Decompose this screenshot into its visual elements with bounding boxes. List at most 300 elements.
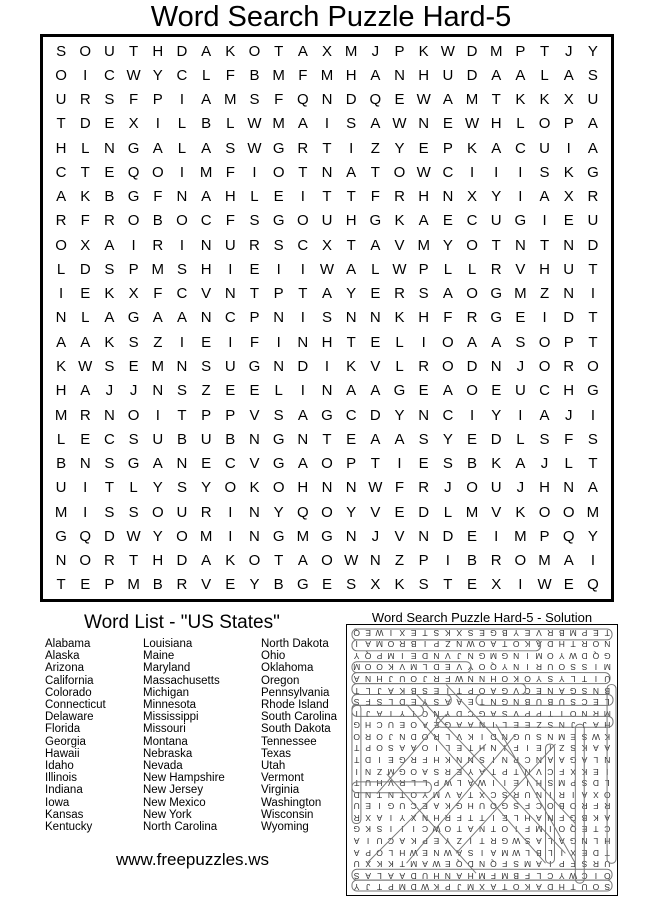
- grid-letter[interactable]: G: [55, 527, 67, 545]
- grid-letter[interactable]: E: [346, 430, 357, 448]
- grid-letter[interactable]: G: [587, 382, 599, 400]
- grid-letter[interactable]: P: [539, 527, 550, 545]
- grid-letter[interactable]: L: [56, 430, 66, 448]
- grid-letter[interactable]: O: [55, 66, 67, 84]
- grid-letter[interactable]: G: [514, 212, 527, 230]
- grid-letter[interactable]: W: [392, 115, 407, 133]
- grid-letter[interactable]: P: [225, 406, 236, 424]
- grid-letter[interactable]: J: [105, 382, 114, 400]
- grid-letter[interactable]: E: [467, 527, 478, 545]
- grid-letter[interactable]: O: [538, 115, 551, 133]
- grid-letter[interactable]: W: [344, 552, 359, 570]
- grid-letter[interactable]: D: [176, 552, 188, 570]
- grid-letter[interactable]: Y: [491, 188, 502, 206]
- grid-letter[interactable]: G: [272, 139, 285, 157]
- grid-letter[interactable]: A: [515, 66, 526, 84]
- grid-letter[interactable]: I: [155, 115, 160, 133]
- grid-letter[interactable]: O: [442, 333, 454, 351]
- grid-letter[interactable]: W: [126, 527, 141, 545]
- grid-letter[interactable]: A: [442, 382, 453, 400]
- grid-letter[interactable]: V: [394, 527, 405, 545]
- grid-letter[interactable]: F: [443, 309, 453, 327]
- grid-letter[interactable]: O: [587, 358, 599, 376]
- grid-letter[interactable]: U: [152, 430, 164, 448]
- grid-letter[interactable]: G: [127, 455, 140, 473]
- grid-letter[interactable]: N: [273, 358, 285, 376]
- grid-letter[interactable]: V: [491, 503, 502, 521]
- grid-letter[interactable]: L: [516, 115, 525, 133]
- grid-letter[interactable]: K: [467, 139, 478, 157]
- grid-letter[interactable]: Q: [296, 91, 309, 109]
- grid-letter[interactable]: U: [55, 479, 67, 497]
- grid-letter[interactable]: M: [224, 91, 237, 109]
- grid-letter[interactable]: M: [538, 552, 551, 570]
- grid-letter[interactable]: X: [563, 188, 574, 206]
- grid-letter[interactable]: A: [201, 91, 212, 109]
- grid-letter[interactable]: T: [104, 479, 115, 497]
- grid-letter[interactable]: N: [563, 236, 575, 254]
- grid-letter[interactable]: Y: [346, 285, 357, 303]
- grid-letter[interactable]: N: [345, 309, 357, 327]
- grid-letter[interactable]: I: [155, 406, 160, 424]
- grid-letter[interactable]: R: [418, 479, 430, 497]
- grid-letter[interactable]: A: [563, 66, 574, 84]
- grid-letter[interactable]: O: [272, 479, 285, 497]
- grid-letter[interactable]: E: [225, 382, 236, 400]
- grid-letter[interactable]: S: [176, 382, 187, 400]
- grid-letter[interactable]: M: [586, 503, 600, 521]
- grid-letter[interactable]: E: [104, 163, 115, 181]
- grid-letter[interactable]: S: [539, 430, 550, 448]
- grid-letter[interactable]: K: [418, 42, 429, 60]
- grid-letter[interactable]: D: [176, 42, 188, 60]
- grid-letter[interactable]: R: [490, 260, 502, 278]
- grid-letter[interactable]: C: [104, 430, 115, 448]
- grid-letter[interactable]: O: [466, 285, 478, 303]
- grid-letter[interactable]: P: [563, 333, 574, 351]
- grid-letter[interactable]: K: [394, 576, 405, 594]
- grid-letter[interactable]: M: [151, 358, 165, 376]
- grid-letter[interactable]: E: [225, 576, 236, 594]
- grid-letter[interactable]: N: [249, 527, 260, 545]
- grid-letter[interactable]: H: [563, 382, 575, 400]
- grid-letter[interactable]: S: [273, 406, 284, 424]
- grid-letter[interactable]: F: [274, 91, 284, 109]
- grid-letter[interactable]: I: [494, 163, 499, 181]
- grid-letter[interactable]: N: [369, 309, 381, 327]
- grid-letter[interactable]: E: [515, 309, 526, 327]
- grid-letter[interactable]: O: [248, 42, 261, 60]
- grid-letter[interactable]: M: [127, 576, 140, 594]
- grid-letter[interactable]: I: [542, 212, 547, 230]
- grid-letter[interactable]: T: [588, 455, 598, 473]
- grid-letter[interactable]: T: [588, 309, 598, 327]
- grid-letter[interactable]: H: [152, 42, 164, 60]
- grid-letter[interactable]: N: [104, 139, 115, 157]
- grid-letter[interactable]: Z: [201, 382, 211, 400]
- grid-letter[interactable]: E: [370, 285, 381, 303]
- grid-letter[interactable]: V: [515, 260, 526, 278]
- grid-letter[interactable]: X: [80, 236, 91, 254]
- grid-letter[interactable]: O: [151, 163, 164, 181]
- grid-letter[interactable]: F: [564, 430, 574, 448]
- grid-letter[interactable]: S: [587, 66, 598, 84]
- grid-letter[interactable]: L: [226, 115, 235, 133]
- grid-letter[interactable]: A: [201, 42, 212, 60]
- solution-thumbnail[interactable]: [346, 624, 618, 896]
- grid-letter[interactable]: H: [321, 333, 333, 351]
- grid-letter[interactable]: R: [394, 285, 405, 303]
- grid-letter[interactable]: Z: [153, 333, 163, 351]
- grid-letter[interactable]: P: [201, 406, 212, 424]
- grid-letter[interactable]: C: [200, 212, 212, 230]
- grid-letter[interactable]: Y: [587, 527, 598, 545]
- grid-letter[interactable]: I: [131, 236, 136, 254]
- grid-letter[interactable]: S: [104, 260, 115, 278]
- grid-letter[interactable]: S: [104, 358, 115, 376]
- grid-letter[interactable]: O: [538, 358, 551, 376]
- grid-letter[interactable]: S: [128, 333, 139, 351]
- grid-letter[interactable]: K: [56, 358, 67, 376]
- grid-letter[interactable]: A: [152, 455, 163, 473]
- grid-letter[interactable]: U: [563, 260, 575, 278]
- grid-letter[interactable]: Q: [79, 527, 92, 545]
- grid-letter[interactable]: I: [83, 66, 88, 84]
- grid-letter[interactable]: E: [370, 333, 381, 351]
- grid-letter[interactable]: I: [228, 503, 233, 521]
- grid-letter[interactable]: H: [55, 382, 67, 400]
- grid-letter[interactable]: V: [201, 285, 212, 303]
- grid-letter[interactable]: C: [224, 309, 236, 327]
- grid-letter[interactable]: T: [491, 236, 501, 254]
- grid-letter[interactable]: P: [128, 260, 139, 278]
- grid-letter[interactable]: T: [443, 576, 453, 594]
- grid-letter[interactable]: G: [127, 309, 140, 327]
- grid-letter[interactable]: H: [539, 260, 550, 278]
- grid-letter[interactable]: O: [224, 479, 237, 497]
- grid-letter[interactable]: L: [395, 358, 404, 376]
- grid-letter[interactable]: J: [371, 527, 380, 545]
- grid-letter[interactable]: I: [228, 527, 233, 545]
- grid-letter[interactable]: E: [418, 382, 429, 400]
- grid-letter[interactable]: A: [370, 115, 381, 133]
- grid-letter[interactable]: S: [442, 455, 453, 473]
- grid-letter[interactable]: C: [345, 406, 357, 424]
- grid-letter[interactable]: H: [490, 115, 502, 133]
- grid-letter[interactable]: K: [80, 188, 91, 206]
- grid-letter[interactable]: G: [248, 358, 261, 376]
- grid-letter[interactable]: R: [176, 576, 188, 594]
- grid-letter[interactable]: Y: [394, 139, 405, 157]
- grid-letter[interactable]: O: [248, 552, 261, 570]
- grid-letter[interactable]: T: [588, 260, 598, 278]
- grid-letter[interactable]: I: [518, 406, 523, 424]
- grid-letter[interactable]: L: [443, 260, 453, 278]
- grid-letter[interactable]: V: [201, 576, 212, 594]
- grid-letter[interactable]: A: [491, 333, 502, 351]
- grid-letter[interactable]: A: [297, 455, 308, 473]
- grid-letter[interactable]: P: [418, 552, 429, 570]
- grid-letter[interactable]: A: [152, 309, 163, 327]
- grid-letter[interactable]: M: [514, 285, 527, 303]
- grid-letter[interactable]: P: [515, 42, 526, 60]
- grid-letter[interactable]: N: [55, 552, 67, 570]
- grid-letter[interactable]: B: [467, 552, 478, 570]
- grid-letter[interactable]: A: [442, 285, 453, 303]
- grid-letter[interactable]: M: [489, 42, 503, 60]
- grid-letter[interactable]: N: [563, 479, 575, 497]
- grid-letter[interactable]: F: [80, 212, 90, 230]
- grid-letter[interactable]: T: [298, 285, 308, 303]
- grid-letter[interactable]: K: [249, 479, 260, 497]
- grid-letter[interactable]: Y: [346, 503, 357, 521]
- grid-letter[interactable]: D: [563, 309, 575, 327]
- grid-letter[interactable]: U: [321, 212, 333, 230]
- grid-letter[interactable]: H: [224, 188, 236, 206]
- grid-letter[interactable]: E: [128, 358, 139, 376]
- grid-letter[interactable]: A: [297, 115, 308, 133]
- grid-letter[interactable]: O: [79, 552, 92, 570]
- grid-letter[interactable]: R: [55, 212, 67, 230]
- grid-letter[interactable]: I: [518, 188, 523, 206]
- grid-letter[interactable]: E: [467, 430, 478, 448]
- grid-letter[interactable]: S: [104, 503, 115, 521]
- grid-letter[interactable]: P: [442, 139, 453, 157]
- grid-letter[interactable]: N: [273, 309, 285, 327]
- grid-letter[interactable]: L: [129, 479, 138, 497]
- grid-letter[interactable]: R: [152, 236, 164, 254]
- grid-letter[interactable]: X: [467, 188, 478, 206]
- grid-letter[interactable]: D: [297, 358, 309, 376]
- grid-letter[interactable]: J: [129, 382, 138, 400]
- grid-letter[interactable]: X: [491, 576, 502, 594]
- grid-letter[interactable]: N: [514, 236, 526, 254]
- grid-letter[interactable]: U: [539, 139, 550, 157]
- grid-letter[interactable]: L: [395, 333, 404, 351]
- grid-letter[interactable]: N: [321, 163, 333, 181]
- grid-letter[interactable]: A: [201, 139, 212, 157]
- grid-letter[interactable]: A: [346, 163, 357, 181]
- grid-letter[interactable]: N: [55, 309, 67, 327]
- grid-letter[interactable]: A: [491, 66, 502, 84]
- grid-letter[interactable]: T: [80, 163, 90, 181]
- grid-letter[interactable]: P: [346, 455, 357, 473]
- grid-letter[interactable]: I: [397, 455, 402, 473]
- grid-letter[interactable]: Y: [152, 66, 163, 84]
- grid-letter[interactable]: A: [539, 406, 550, 424]
- grid-letter[interactable]: A: [515, 455, 526, 473]
- grid-letter[interactable]: F: [153, 285, 163, 303]
- grid-letter[interactable]: L: [177, 115, 187, 133]
- grid-letter[interactable]: Q: [296, 503, 309, 521]
- grid-letter[interactable]: R: [418, 358, 430, 376]
- grid-letter[interactable]: M: [54, 406, 68, 424]
- grid-letter[interactable]: Z: [394, 552, 405, 570]
- grid-letter[interactable]: I: [179, 91, 185, 109]
- grid-letter[interactable]: E: [321, 576, 332, 594]
- grid-letter[interactable]: O: [55, 236, 67, 254]
- grid-letter[interactable]: M: [151, 260, 165, 278]
- grid-letter[interactable]: G: [272, 455, 285, 473]
- grid-letter[interactable]: P: [152, 91, 163, 109]
- grid-letter[interactable]: S: [418, 285, 429, 303]
- grid-letter[interactable]: U: [514, 382, 526, 400]
- grid-letter[interactable]: F: [249, 333, 260, 351]
- grid-letter[interactable]: N: [249, 430, 260, 448]
- grid-letter[interactable]: I: [276, 260, 281, 278]
- grid-letter[interactable]: M: [465, 503, 479, 521]
- grid-letter[interactable]: T: [370, 163, 380, 181]
- grid-letter[interactable]: L: [564, 455, 573, 473]
- grid-letter[interactable]: E: [442, 212, 453, 230]
- grid-letter[interactable]: U: [442, 66, 454, 84]
- grid-letter[interactable]: U: [224, 236, 236, 254]
- grid-letter[interactable]: L: [371, 260, 380, 278]
- grid-letter[interactable]: S: [225, 139, 236, 157]
- grid-letter[interactable]: L: [201, 66, 211, 84]
- grid-letter[interactable]: V: [370, 503, 381, 521]
- grid-letter[interactable]: A: [587, 479, 598, 497]
- grid-letter[interactable]: I: [179, 163, 185, 181]
- grid-letter[interactable]: U: [104, 42, 115, 60]
- grid-letter[interactable]: T: [298, 163, 308, 181]
- grid-letter[interactable]: K: [515, 503, 526, 521]
- grid-letter[interactable]: E: [104, 115, 115, 133]
- grid-letter[interactable]: O: [562, 503, 575, 521]
- grid-letter[interactable]: X: [321, 42, 332, 60]
- grid-letter[interactable]: T: [370, 455, 380, 473]
- grid-letter[interactable]: A: [201, 552, 212, 570]
- grid-letter[interactable]: B: [56, 455, 67, 473]
- grid-letter[interactable]: G: [490, 309, 503, 327]
- grid-letter[interactable]: D: [466, 42, 478, 60]
- grid-letter[interactable]: D: [79, 115, 91, 133]
- grid-letter[interactable]: W: [247, 139, 262, 157]
- grid-letter[interactable]: C: [176, 285, 188, 303]
- grid-letter[interactable]: K: [104, 285, 115, 303]
- grid-letter[interactable]: A: [56, 333, 67, 351]
- grid-letter[interactable]: Z: [370, 139, 380, 157]
- grid-letter[interactable]: I: [421, 333, 426, 351]
- grid-letter[interactable]: S: [176, 479, 187, 497]
- grid-letter[interactable]: J: [564, 406, 573, 424]
- grid-letter[interactable]: S: [249, 91, 260, 109]
- grid-letter[interactable]: H: [418, 309, 430, 327]
- grid-letter[interactable]: W: [416, 91, 431, 109]
- grid-letter[interactable]: T: [322, 139, 332, 157]
- grid-letter[interactable]: W: [392, 260, 407, 278]
- grid-letter[interactable]: L: [516, 430, 525, 448]
- grid-letter[interactable]: D: [442, 527, 454, 545]
- grid-letter[interactable]: O: [466, 236, 478, 254]
- grid-letter[interactable]: N: [297, 333, 309, 351]
- grid-letter[interactable]: A: [104, 309, 115, 327]
- grid-letter[interactable]: C: [55, 163, 67, 181]
- grid-letter[interactable]: C: [514, 139, 526, 157]
- grid-letter[interactable]: P: [104, 576, 115, 594]
- grid-letter[interactable]: K: [539, 91, 550, 109]
- grid-letter[interactable]: I: [518, 576, 523, 594]
- grid-letter[interactable]: E: [442, 115, 453, 133]
- grid-letter[interactable]: N: [176, 358, 188, 376]
- grid-letter[interactable]: D: [466, 358, 478, 376]
- grid-letter[interactable]: N: [224, 285, 236, 303]
- grid-letter[interactable]: E: [563, 212, 574, 230]
- grid-letter[interactable]: Y: [152, 527, 163, 545]
- grid-letter[interactable]: X: [128, 285, 139, 303]
- grid-letter[interactable]: A: [394, 430, 405, 448]
- grid-letter[interactable]: K: [346, 358, 357, 376]
- grid-letter[interactable]: S: [321, 309, 332, 327]
- grid-letter[interactable]: H: [345, 66, 357, 84]
- grid-letter[interactable]: E: [201, 333, 212, 351]
- grid-letter[interactable]: A: [176, 309, 187, 327]
- grid-letter[interactable]: J: [540, 455, 549, 473]
- grid-letter[interactable]: I: [445, 552, 450, 570]
- grid-letter[interactable]: U: [490, 479, 502, 497]
- grid-letter[interactable]: N: [104, 406, 115, 424]
- grid-letter[interactable]: W: [78, 358, 93, 376]
- grid-letter[interactable]: E: [80, 430, 91, 448]
- grid-letter[interactable]: C: [442, 406, 454, 424]
- grid-letter[interactable]: D: [369, 406, 381, 424]
- grid-letter[interactable]: X: [128, 115, 139, 133]
- grid-letter[interactable]: N: [394, 66, 405, 84]
- grid-letter[interactable]: R: [297, 139, 309, 157]
- grid-letter[interactable]: C: [466, 212, 478, 230]
- grid-letter[interactable]: U: [176, 503, 188, 521]
- grid-letter[interactable]: M: [296, 527, 310, 545]
- grid-letter[interactable]: T: [274, 42, 284, 60]
- grid-letter[interactable]: V: [394, 236, 405, 254]
- grid-letter[interactable]: A: [539, 188, 550, 206]
- grid-letter[interactable]: M: [465, 91, 479, 109]
- grid-letter[interactable]: S: [176, 260, 187, 278]
- grid-letter[interactable]: S: [539, 163, 550, 181]
- grid-letter[interactable]: I: [179, 333, 185, 351]
- letter-grid[interactable]: [49, 39, 605, 597]
- grid-letter[interactable]: A: [104, 236, 115, 254]
- grid-letter[interactable]: O: [466, 479, 478, 497]
- grid-letter[interactable]: D: [490, 430, 502, 448]
- grid-letter[interactable]: C: [224, 455, 236, 473]
- grid-letter[interactable]: I: [324, 358, 330, 376]
- grid-letter[interactable]: Y: [249, 576, 260, 594]
- grid-letter[interactable]: W: [464, 115, 480, 133]
- grid-letter[interactable]: N: [176, 188, 188, 206]
- grid-letter[interactable]: I: [469, 163, 475, 181]
- grid-letter[interactable]: I: [228, 333, 233, 351]
- grid-letter[interactable]: I: [228, 260, 233, 278]
- grid-letter[interactable]: A: [80, 333, 91, 351]
- grid-letter[interactable]: X: [370, 576, 381, 594]
- grid-letter[interactable]: P: [563, 115, 574, 133]
- grid-letter[interactable]: N: [442, 188, 454, 206]
- grid-letter[interactable]: G: [321, 406, 333, 424]
- grid-letter[interactable]: Y: [442, 430, 453, 448]
- grid-letter[interactable]: K: [104, 333, 115, 351]
- grid-letter[interactable]: E: [394, 91, 405, 109]
- grid-letter[interactable]: Y: [152, 479, 163, 497]
- grid-letter[interactable]: G: [369, 212, 382, 230]
- grid-letter[interactable]: O: [176, 212, 188, 230]
- grid-letter[interactable]: B: [104, 188, 115, 206]
- grid-letter[interactable]: L: [274, 382, 283, 400]
- grid-letter[interactable]: W: [537, 576, 552, 594]
- grid-letter[interactable]: L: [443, 503, 453, 521]
- grid-letter[interactable]: R: [104, 552, 115, 570]
- grid-letter[interactable]: A: [491, 139, 502, 157]
